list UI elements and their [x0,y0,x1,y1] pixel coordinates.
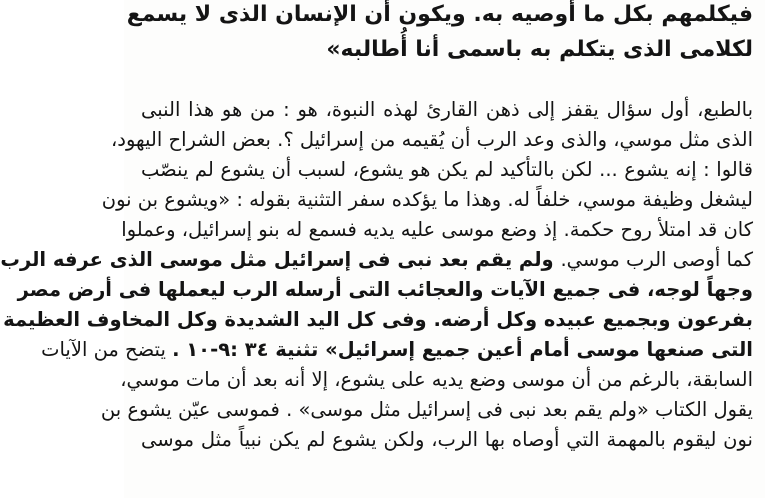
body-line-6-plain: كما أوصى الرب موسي. [560,248,753,271]
body-line-9-bold: التى صنعها موسى أمام أعين جميع إسرائيل» تثنية ٣٤ :٩-١٠ . [172,338,753,361]
heading-line-1: فيكلمهم بكل ما أوصيه به. ويكون أن الإنسان الذى لا يسمع [126,2,753,27]
body-line-7-bold: وجهاً لوجه، فى جميع الآيات والعجائب التى أرسله الرب ليعملها فى أرض مصر [17,278,753,301]
body-line-8-bold: بفرعون وبجميع عبيده وكل أرضه. وفى كل اليد الشديدة وكل المخاوف العظيمة [3,308,753,331]
body-line-3: قالوا : إنه يشوع ... لكن بالتأكيد لم يكن هو يشوع، لسبب أن يشوع لم ينصّب [141,158,753,181]
body-line-1: بالطبع، أول سؤال يقفز إلى ذهن القارئ لهذه النبوة، هو : من هو هذا النبى [141,98,753,121]
body-line-6 [0,248,753,271]
heading-line-2: لكلامى الذى يتكلم به باسمى أنا أُطالبه» [326,37,753,62]
body-line-9 [41,338,753,361]
body-line-11: يقول الكتاب «ولم يقم بعد نبى فى إسرائيل مثل موسى» . فموسى عيّن يشوع بن [100,398,753,421]
body-line-4: ليشغل وظيفة موسي، خلفاً له. وهذا ما يؤكده سفر التثنية بقوله : «ويشوع بن نون [101,188,753,211]
body-line-6-bold: ولم يقم بعد نبى فى إسرائيل مثل موسى الذى عرفه الرب [0,248,561,271]
body-line-10: السابقة، بالرغم من أن موسى وضع يديه على يشوع، إلا أنه بعد أن مات موسي، [120,368,753,391]
body-line-8 [3,308,753,331]
body-line-9-plain: يتضح من الآيات [41,338,173,361]
body-line-5: كان قد امتلأ روح حكمة. إذ وضع موسى عليه يديه فسمع له بنو إسرائيل، وعملوا [121,218,753,241]
body-line-7 [17,278,753,301]
body-line-12: نون ليقوم بالمهمة التي أوصاه بها الرب، ولكن يشوع لم يكن نبياً مثل موسى [141,428,753,451]
body-line-2: الذى مثل موسي، والذى وعد الرب أن يُقيمه من إسرائيل ؟. بعض الشراح اليهود، [111,128,753,151]
